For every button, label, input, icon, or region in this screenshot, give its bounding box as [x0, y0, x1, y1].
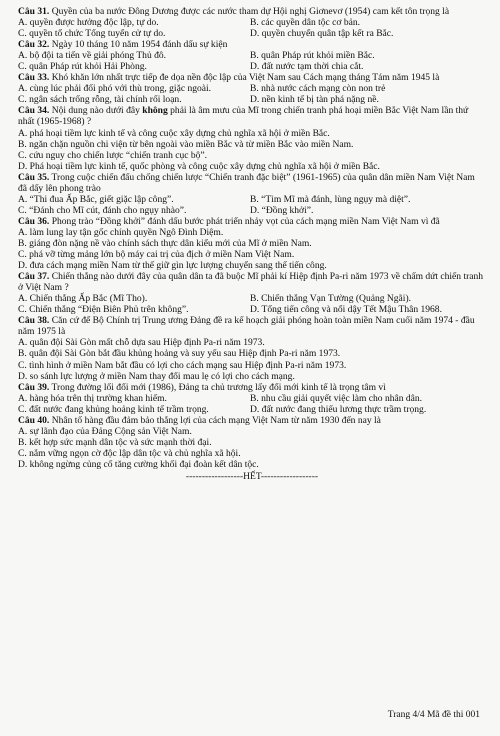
option-b: B. nhu cầu giải quyết việc làm cho nhân dân. [250, 392, 423, 404]
option-c: C. Chiến thắng “Điện Biên Phủ trên không”. [18, 304, 189, 316]
page-footer: Trang 4/4 Mã đề thi 001 [387, 710, 480, 720]
option-d: D. không ngừng củng cố tăng cường khối đại đoàn kết dân tộc. [18, 458, 259, 470]
question-40: Câu 40. Nhân tố hàng đầu đảm bảo thắng lợi của cách mạng Việt Nam từ năm 1930 đến nay là A. sự lãnh đạo của Đảng Cộng sản Việt Nam. B. kết hợp sức mạnh dân tộc và sức mạnh thời đại. C. nắm vững ngọn cờ độc lập dân tộc và chủ nghĩa xã hội. D. không ngừng củng cố tăng cường khối đại đoàn kết dân tộc. [18, 415, 486, 470]
question-31: Câu 31. Quyền của ba nước Đông Dương được các nước tham dự Hội nghị Giơnevơ (1954) cam kết tôn trọng là A. quyền được hưởng độc lập, tự do. B. các quyền dân tộc cơ bản. C. quyền tổ chức Tổng tuyển cử tự do. D. quyền chuyển quân tập kết ra Bắc. [18, 6, 450, 40]
option-c: C. nắm vững ngọn cờ độc lập dân tộc và chủ nghĩa xã hội. [18, 447, 241, 459]
option-a: A. quân đội Sài Gòn mất chỗ dựa sau Hiệp định Pa-ri năm 1973. [18, 337, 265, 349]
end-marker: ------------------HẾT------------------ [185, 470, 319, 482]
option-c: C. cứu nguy cho chiến lược “chiến tranh cục bộ”. [18, 149, 208, 161]
question-33: Câu 33. Khó khăn lớn nhất trực tiếp đe dọa nền độc lập của Việt Nam sau Cách mạng tháng Tám năm 1945 là A. cùng lúc phải đối phó với thù trong, giặc ngoài. B. nhà nước cách mạng còn non trẻ C. ngân sách trống rỗng, tài chính rối loạn. D. nền kinh tế bị tàn phá nặng nề. [18, 72, 440, 106]
option-b: B. Chiến thắng Vạn Tường (Quảng Ngãi). [250, 293, 412, 305]
option-a: A. hàng hóa trên thị trường khan hiếm. [18, 392, 167, 404]
option-a: A. Chiến thắng Ấp Bắc (Mĩ Tho). [18, 293, 148, 305]
option-b: B. quân đội Sài Gòn bắt đầu khủng hoảng và suy yếu sau Hiệp định Pa-ri năm 1973. [18, 348, 341, 360]
option-d: D. “Đồng khởi”. [250, 204, 314, 216]
option-c: C. phá vỡ từng mảng lớn bộ máy cai trị của địch ở miền Nam Việt Nam. [18, 249, 295, 261]
option-d: D. đất nước đang thiếu lương thực trầm trọng. [250, 403, 427, 415]
option-c: C. quân Pháp rút khỏi Hải Phòng. [18, 61, 147, 73]
option-d: D. đưa cách mạng miền Nam từ thế giữ gìn lực lượng chuyển sang thế tiến công. [18, 260, 327, 272]
exam-page [18, 6, 486, 482]
option-a: A. “Thi đua Ấp Bắc, giết giặc lập công”. [18, 193, 174, 205]
option-d: D. nền kinh tế bị tàn phá nặng nề. [250, 94, 379, 106]
option-d: D. quyền chuyển quân tập kết ra Bắc. [250, 28, 394, 40]
option-b: B. “Tìm Mĩ mà đánh, lùng ngụy mà diệt”. [250, 193, 411, 205]
option-a: A. sự lãnh đạo của Đảng Cộng sản Việt Nam. [18, 425, 192, 437]
option-b: B. các quyền dân tộc cơ bản. [250, 17, 361, 29]
option-a: A. phá hoại tiềm lực kinh tế và công cuộc xây dựng chủ nghĩa xã hội ở miền Bắc. [18, 127, 330, 139]
option-b: B. kết hợp sức mạnh dân tộc và sức mạnh thời đại. [18, 436, 212, 448]
option-c: C. quyền tổ chức Tổng tuyển cử tự do. [18, 28, 166, 40]
option-c: C. tình hình ở miền Nam bắt đầu có lợi cho cách mạng sau Hiệp định Pa-ri năm 1973. [18, 359, 347, 371]
option-a: A. cùng lúc phải đối phó với thù trong, giặc ngoài. [18, 83, 212, 95]
option-b: B. nhà nước cách mạng còn non trẻ [250, 83, 386, 95]
option-d: D. so sánh lực lượng ở miền Nam thay đổi mau lẹ có lợi cho cách mạng. [18, 370, 295, 382]
question-36: Câu 36. Phong trào “Đồng khởi” đánh dấu bước phát triển nhảy vọt của cách mạng miền Nam Việt Nam vì đã A. làm lung lay tận gốc chính quyền Ngô Đình Diệm. B. giáng đòn nặng nề vào chính sách thực dân kiểu mới của Mĩ ở miền Nam. C. phá vỡ từng mảng lớn bộ máy cai trị của địch ở miền Nam Việt Nam. D. đưa cách mạng miền Nam từ thế giữ gìn lực lượng chuyển sang thế tiến công. [18, 216, 486, 271]
option-a: A. bộ đội ta tiến về giải phóng Thủ đô. [18, 50, 167, 62]
option-d: D. Phá hoại tiềm lực kinh tế, quốc phòng và công cuộc xây dựng chủ nghĩa xã hội ở miền Bắc. [18, 160, 380, 172]
option-d: D. Tổng tiến công và nổi dậy Tết Mậu Thân 1968. [250, 304, 442, 316]
question-35: Câu 35. Trong cuộc chiến đấu chống chiến lược “Chiến tranh đặc biệt” (1961-1965) của quân dân miền Nam Việt Nam đã dấy lên phong trào A. “Thi đua Ấp Bắc, giết giặc lập công”. B. “Tìm Mĩ mà đánh, lùng ngụy mà diệt”. C. “Đánh cho Mĩ cút, đánh cho ngụy nhào”. D. “Đồng khởi”. [18, 171, 475, 216]
option-a: A. quyền được hưởng độc lập, tự do. [18, 17, 159, 29]
question-37: Câu 37. Chiến thắng nào dưới đây của quân dân ta đã buộc Mĩ phải kí Hiệp định Pa-ri năm 1973 về chấm dứt chiến tranh ở Việt Nam ? A. Chiến thắng Ấp Bắc (Mĩ Tho). B. Chiến thắng Vạn Tường (Quảng Ngãi). C. Chiến thắng “Điện Biên Phủ trên không”. D. Tổng tiến công và nổi dậy Tết Mậu Thân 1968. [18, 271, 484, 316]
question-38: Câu 38. Căn cứ để Bộ Chính trị Trung ương Đảng đề ra kế hoạch giải phóng hoàn toàn miền Nam cuối năm 1974 - đầu năm 1975 là A. quân đội Sài Gòn mất chỗ dựa sau Hiệp định Pa-ri năm 1973. B. quân đội Sài Gòn bắt đầu khủng hoảng và suy yếu sau Hiệp định Pa-ri năm 1973. C. tình hình ở miền Nam bắt đầu có lợi cho cách mạng sau Hiệp định Pa-ri năm 1973. D. so sánh lực lượng ở miền Nam thay đổi mau lẹ có lợi cho cách mạng. [18, 315, 486, 381]
question-39: Câu 39. Trong đường lối đổi mới (1986), Đảng ta chủ trương lấy đổi mới kinh tế là trọng tâm vì A. hàng hóa trên thị trường khan hiếm. B. nhu cầu giải quyết việc làm cho nhân dân. C. đất nước đang khủng hoảng kinh tế trầm trọng. D. đất nước đang thiếu lương thực trầm trọng. [18, 381, 427, 415]
option-b: B. ngăn chặn nguồn chi viện từ bên ngoài vào miền Bắc và từ miền Bắc vào miền Nam. [18, 138, 354, 150]
option-c: C. “Đánh cho Mĩ cút, đánh cho ngụy nhào”. [18, 204, 187, 216]
option-c: C. ngân sách trống rỗng, tài chính rối loạn. [18, 94, 182, 106]
option-a: A. làm lung lay tận gốc chính quyền Ngô Đình Diệm. [18, 226, 224, 238]
option-c: C. đất nước đang khủng hoảng kinh tế trầm trọng. [18, 403, 209, 415]
option-d: D. đất nước tạm thời chia cắt. [250, 61, 364, 73]
question-32: Câu 32. Ngày 10 tháng 10 năm 1954 đánh dấu sự kiện A. bộ đội ta tiến về giải phóng Thủ đô. B. quân Pháp rút khỏi miền Bắc. C. quân Pháp rút khỏi Hải Phòng. D. đất nước tạm thời chia cắt. [18, 39, 375, 73]
question-34: Câu 34. Nội dung nào dưới đây không phải là âm mưu của Mĩ trong chiến tranh phá hoại miền Bắc Việt Nam lần thứ nhất (1965-1968) ? A. phá hoại tiềm lực kinh tế và công cuộc xây dựng chủ nghĩa xã hội ở miền Bắc. B. ngăn chặn nguồn chi viện từ bên ngoài vào miền Bắc và từ miền Bắc vào miền Nam. C. cứu nguy cho chiến lược “chiến tranh cục bộ”. D. Phá hoại tiềm lực kinh tế, quốc phòng và công cuộc xây dựng chủ nghĩa xã hội ở miền Bắc. [18, 105, 486, 171]
option-b: B. quân Pháp rút khỏi miền Bắc. [250, 50, 375, 62]
option-b: B. giáng đòn nặng nề vào chính sách thực dân kiểu mới của Mĩ ở miền Nam. [18, 237, 312, 249]
